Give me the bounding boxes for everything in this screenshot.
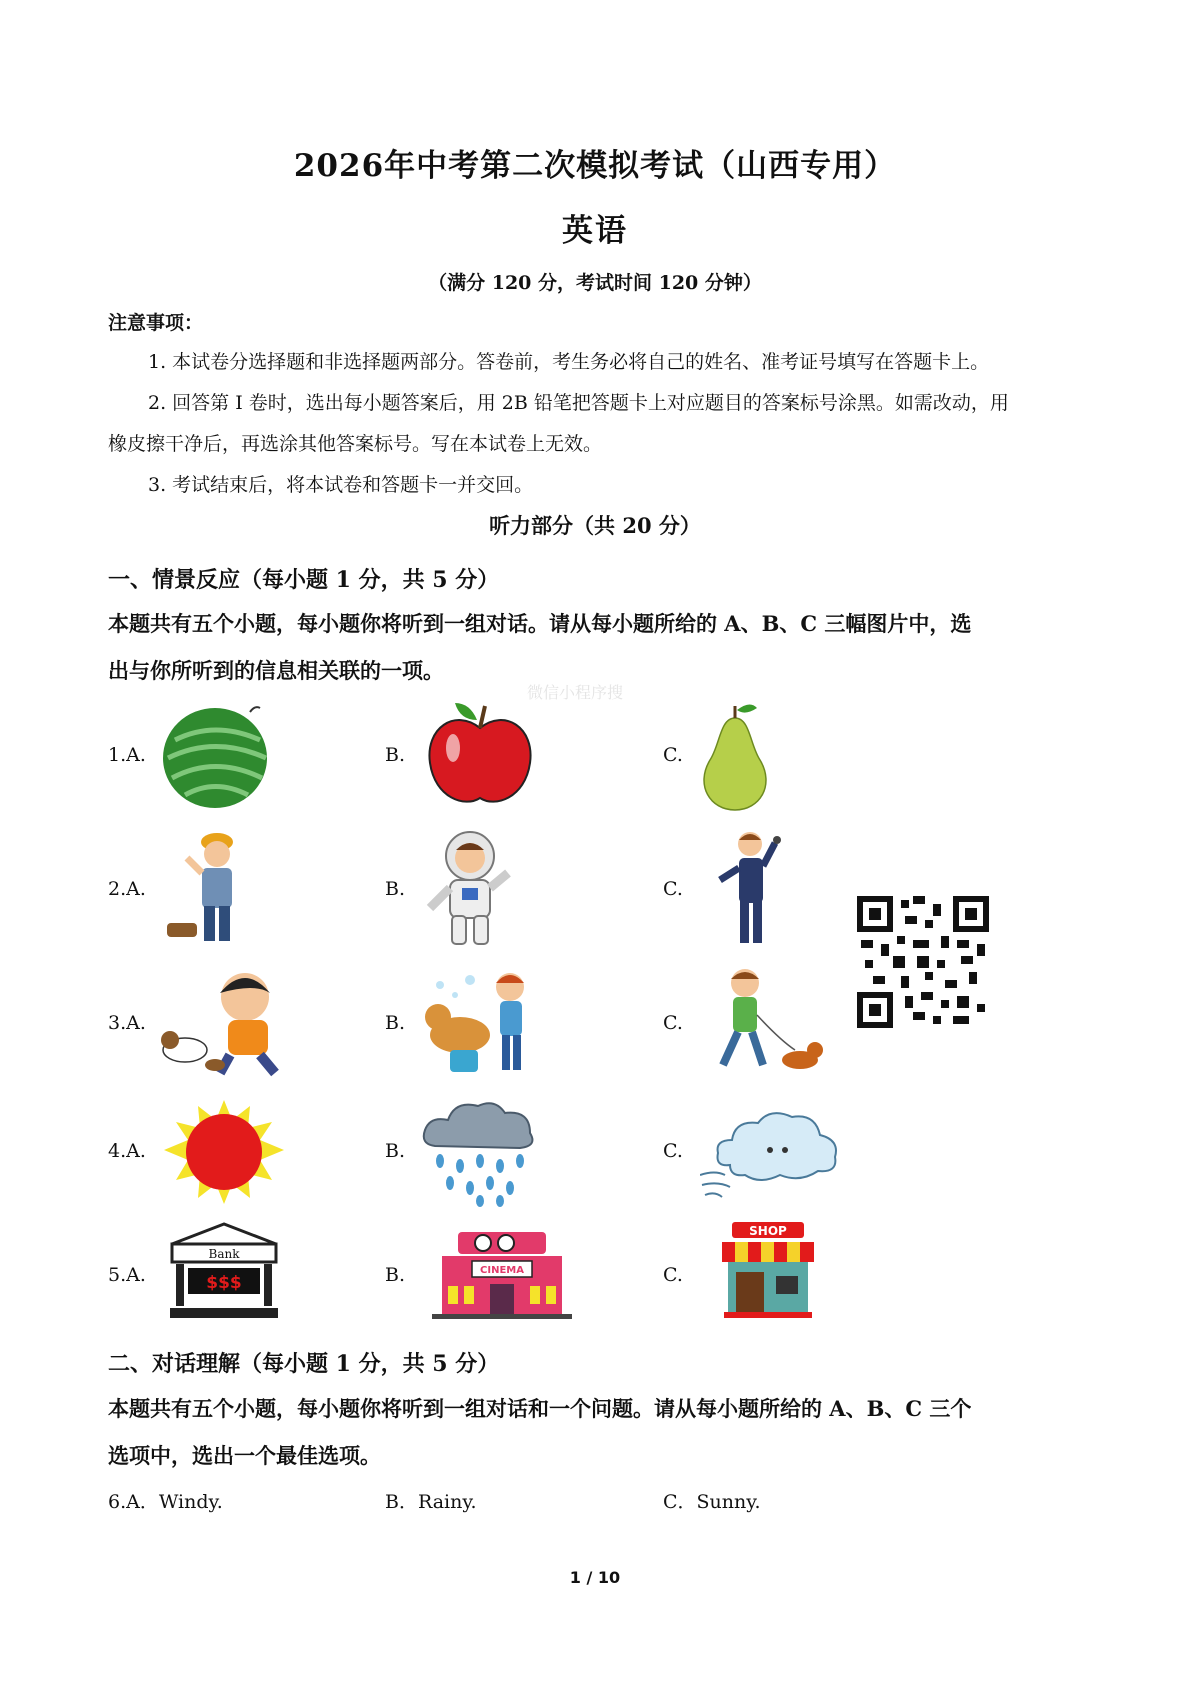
singer-icon: [715, 828, 795, 950]
astronaut-icon: [420, 828, 520, 950]
wind-cloud-icon: [700, 1105, 842, 1201]
q5-label-b: B.: [385, 1264, 406, 1286]
cinema-icon: [428, 1228, 576, 1320]
q3-label-c: C.: [663, 1012, 683, 1034]
listening-title: 听力部分（共 20 分）: [489, 513, 701, 538]
q4-label-c: C.: [663, 1140, 683, 1162]
section2-heading: 二、对话理解（每小题 1 分，共 5 分）: [108, 1351, 500, 1377]
boy-walking-dog-icon: [705, 965, 825, 1077]
q4-label-b: B.: [385, 1140, 406, 1162]
apple-icon: [425, 698, 535, 810]
q1-label-b: B.: [385, 744, 406, 766]
exam-title: 2026年中考第二次模拟考试（山西专用）: [293, 148, 897, 184]
q6-option-c: C．Sunny.: [663, 1491, 761, 1513]
section2-instruction-2: 选项中，选出一个最佳选项。: [108, 1443, 381, 1468]
bank-sign-text: $$$: [206, 1273, 242, 1293]
q2-label-c: C.: [663, 878, 683, 900]
q2-label-a: 2.A.: [108, 878, 146, 900]
notice-item-2: 2. 回答第 I 卷时，选出每小题答案后，用 2B 铅笔把答题卡上对应题目的答案标号涂黑。如需改动，用: [148, 392, 1009, 414]
watermark: 微信小程序搜: [527, 683, 624, 702]
subject-title: 英语: [562, 213, 628, 249]
q5-label-c: C.: [663, 1264, 683, 1286]
section1-instruction-1: 本题共有五个小题，每小题你将听到一组对话。请从每小题所给的 A、B、C 三幅图片中，选: [108, 611, 972, 636]
notice-heading: 注意事项：: [108, 312, 204, 334]
q3-label-a: 3.A.: [108, 1012, 146, 1034]
q2-label-b: B.: [385, 878, 406, 900]
q3-label-b: B.: [385, 1012, 406, 1034]
q5-label-a: 5.A.: [108, 1264, 146, 1286]
cinema-sign-text: CINEMA: [480, 1265, 524, 1276]
rain-cloud-icon: [420, 1098, 538, 1208]
watermelon-icon: [160, 700, 275, 812]
page-number: 1 / 10: [569, 1568, 621, 1587]
shop-sign-text: SHOP: [749, 1224, 787, 1238]
full-score-note: （满分 120 分，考试时间 120 分钟）: [428, 272, 762, 294]
boy-washing-dog-icon: [420, 965, 535, 1077]
notice-item-1: 1. 本试卷分选择题和非选择题两部分。答卷前，考生务必将自己的姓名、准考证号填写在答题卡上。: [148, 351, 990, 373]
section2-instruction-1: 本题共有五个小题，每小题你将听到一组对话和一个问题。请从每小题所给的 A、B、C 三个: [108, 1396, 972, 1421]
q1-label-a: 1.A.: [108, 744, 146, 766]
notice-item-2-cont: 橡皮擦干净后，再选涂其他答案标号。写在本试卷上无效。: [108, 433, 603, 455]
q6-option-a: 6.A．Windy.: [108, 1491, 223, 1513]
notice-item-3: 3. 考试结束后，将本试卷和答题卡一并交回。: [148, 474, 534, 496]
section1-heading: 一、情景反应（每小题 1 分，共 5 分）: [108, 567, 500, 593]
worker-icon: [162, 828, 257, 950]
boy-feeding-dog-icon: [160, 965, 290, 1077]
shop-icon: [718, 1220, 818, 1320]
qr-code-icon: [857, 896, 989, 1028]
q4-label-a: 4.A.: [108, 1140, 146, 1162]
bank-icon: [168, 1222, 280, 1320]
q1-label-c: C.: [663, 744, 683, 766]
bank-text: Bank: [208, 1247, 240, 1261]
q6-option-b: B．Rainy.: [385, 1491, 477, 1513]
section1-instruction-2: 出与你所听到的信息相关联的一项。: [108, 658, 444, 683]
sun-icon: [162, 1100, 286, 1204]
pear-icon: [695, 700, 775, 812]
